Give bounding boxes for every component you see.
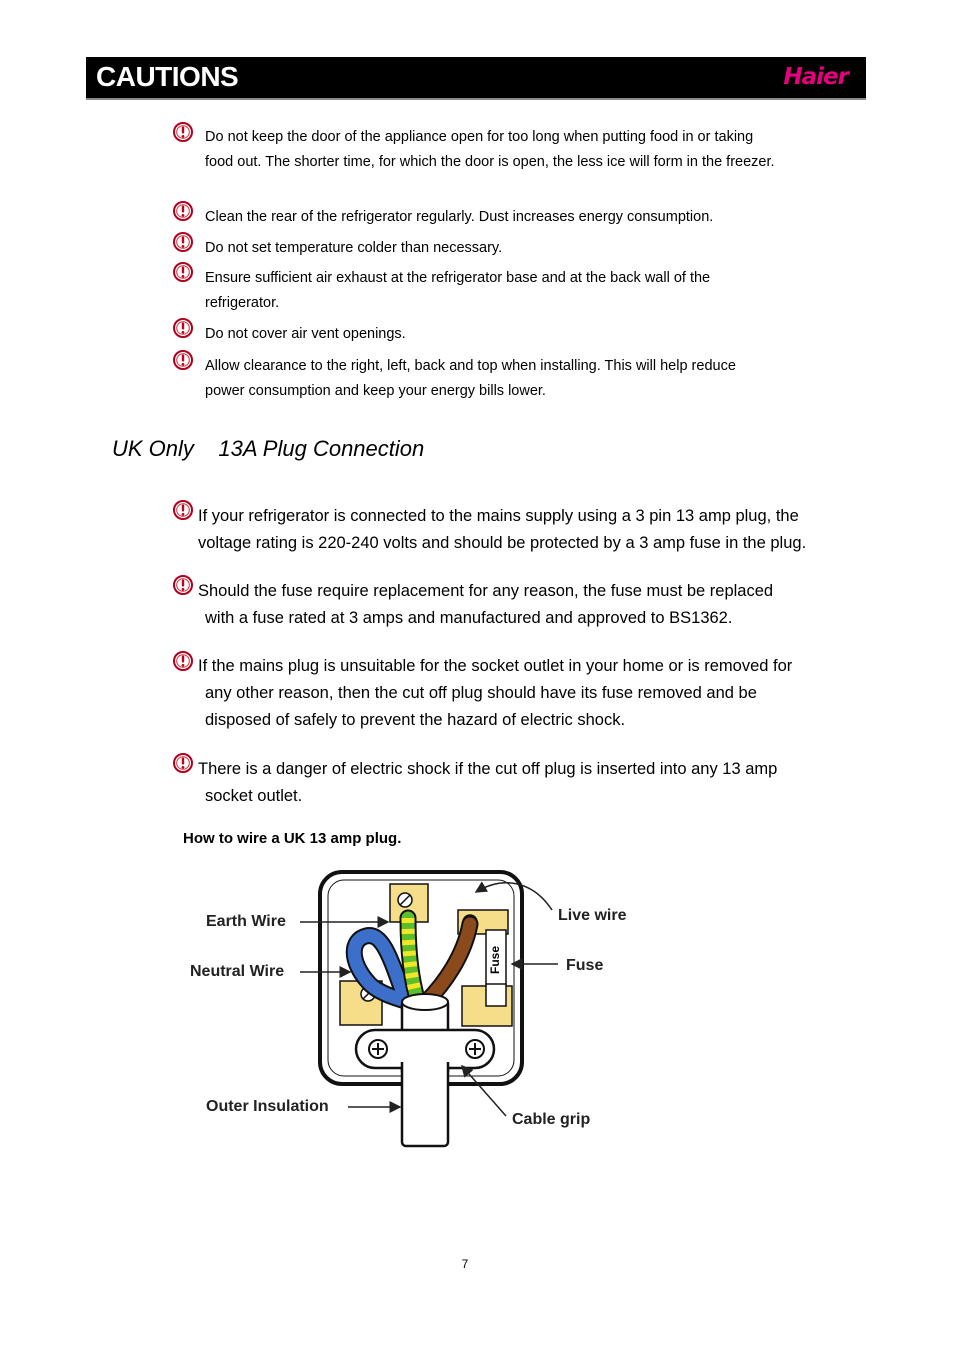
warning-icon: [173, 262, 193, 282]
caution-item: Ensure sufficient air exhaust at the refrigerator base and at the back wall of the refrigerator.: [205, 270, 711, 311]
warning-icon: [173, 500, 193, 520]
plug-item: Should the fuse require replacement for any reason, the fuse must be replaced with a fuse rated at 3 amps and manufactured and approved to BS1362.: [198, 582, 774, 627]
plug-item: If the mains plug is unsuitable for the socket outlet in your home or is removed for any other reason, then the cut off plug should have its fuse removed and be disposed of safely to prevent the hazard of electric shock.: [198, 657, 793, 729]
diagram-caption: How to wire a UK 13 amp plug.: [183, 830, 402, 847]
outer-insulation: [402, 1000, 448, 1146]
live-wire-label: Live wire: [558, 907, 627, 924]
caution-item: Do not cover air vent openings.: [205, 326, 406, 342]
warning-icon: [173, 350, 193, 370]
warning-icon: [173, 318, 193, 338]
warning-icon: [173, 201, 193, 221]
warning-icon: [173, 122, 193, 142]
cable-grip-label: Cable grip: [512, 1111, 591, 1128]
page-title: CAUTIONS: [96, 61, 239, 92]
warning-icon: [173, 651, 193, 671]
warning-icon: [173, 232, 193, 252]
caution-item: Do not keep the door of the appliance open for too long when putting food in or taking food out. The shorter time, for which the door is open, the less ice will form in the freezer.: [205, 129, 775, 170]
outer-insulation-label: Outer Insulation: [206, 1098, 329, 1115]
caution-item: Clean the rear of the refrigerator regularly. Dust increases energy consumption.: [205, 209, 714, 225]
header-bar: [86, 57, 866, 100]
warning-icon: [173, 753, 193, 773]
page-number: 7: [461, 1257, 469, 1271]
earth-wire-label: Earth Wire: [206, 913, 286, 930]
section-heading: UK Only 13A Plug Connection: [112, 436, 425, 461]
brand-logo: Haier: [783, 64, 848, 90]
caution-item: Allow clearance to the right, left, back and top when installing. This will help reduce power consumption and keep your energy bills lower.: [205, 358, 736, 399]
fuse-body-label: Fuse: [488, 945, 503, 975]
fuse-label: Fuse: [566, 957, 604, 974]
plug-item: If your refrigerator is connected to the mains supply using a 3 pin 13 amp plug, the voltage rating is 220-240 volts and should be protected by a 3 amp fuse in the plug.: [198, 507, 807, 552]
neutral-wire-label: Neutral Wire: [190, 963, 285, 980]
warning-icon: [173, 575, 193, 595]
plug-diagram: [180, 866, 650, 1151]
plug-item: There is a danger of electric shock if the cut off plug is inserted into any 13 amp socket outlet.: [198, 760, 778, 805]
caution-item: Do not set temperature colder than necessary.: [205, 240, 503, 256]
